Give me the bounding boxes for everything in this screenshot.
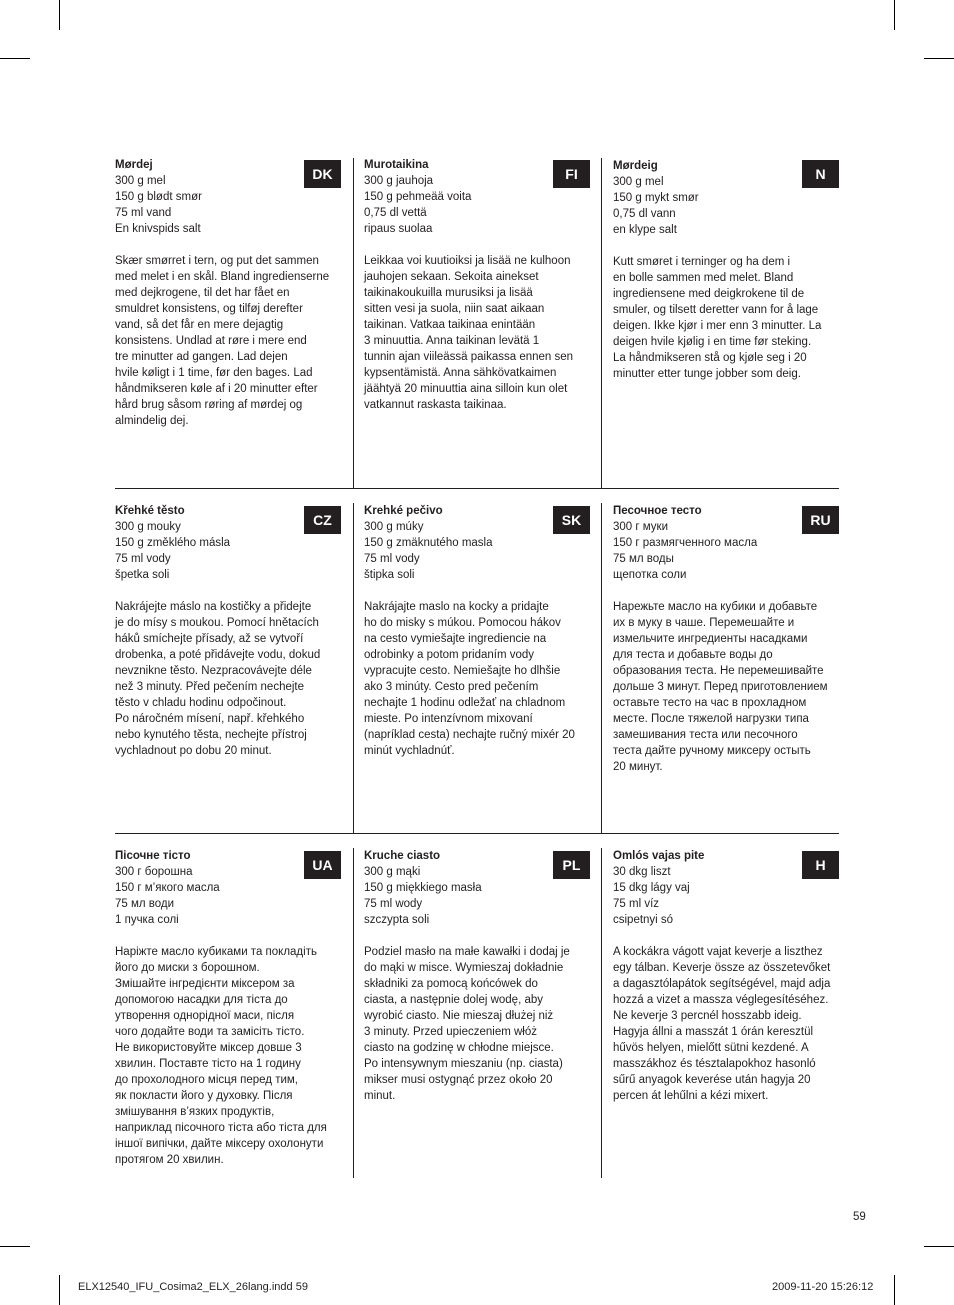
text-line: jauhojen sekaan. Sekoita ainekset	[364, 271, 539, 283]
ingredient: 150 g blødt smør	[115, 191, 202, 203]
text-line: těsto v chladu hodinu odpočinout.	[115, 697, 287, 709]
recipe-title: Murotaikina	[364, 159, 429, 171]
text-line: kypsentämistä. Anna sähkövatkaimen	[364, 367, 557, 379]
recipe-instructions	[364, 599, 590, 759]
footer-datetime: 2009-11-20 15:26:12	[772, 1281, 874, 1293]
text-line: хвилин. Поставте тісто на 1 годину	[115, 1058, 301, 1070]
text-line: ho do misky s múkou. Pomocou hákov	[364, 617, 561, 629]
text-line: Nakrájejte máslo na kostičky a přidejte	[115, 601, 312, 613]
crop-mark	[924, 58, 954, 59]
ingredient: 75 мл воды	[613, 553, 674, 565]
text-line: його до миски з борошном.	[115, 962, 260, 974]
crop-mark	[924, 1246, 954, 1247]
ingredient: 75 ml wody	[364, 898, 423, 910]
text-line: med dejkrogene, til det har fået en	[115, 287, 290, 299]
text-line: замешивания теста или песочного	[613, 729, 798, 741]
text-line: minut.	[364, 1090, 396, 1102]
ingredient: csipetnyi só	[613, 914, 674, 926]
ingredient: 30 dkg liszt	[613, 866, 671, 878]
text-line: nevznikne těsto. Nezpracovávejte déle	[115, 665, 312, 677]
recipe-instructions	[115, 944, 341, 1168]
text-line: sűrű anyagok keverése után hagyja 20	[613, 1074, 811, 1086]
language-badge-ua: UA	[304, 851, 341, 879]
crop-mark	[59, 1275, 60, 1305]
ingredient: 150 g změklého másla	[115, 537, 231, 549]
text-line: deigen hvile kjølig i en time før steking.	[613, 336, 812, 348]
text-line: ciasta, a następnie dolej wodę, aby	[364, 994, 544, 1006]
crop-mark	[894, 0, 895, 30]
ingredient: 300 г борошна	[115, 866, 193, 878]
crop-mark	[894, 1275, 895, 1305]
text-line: minutter etter tunge jobber som deig.	[613, 368, 801, 380]
recipe-title: Omlós vajas pite	[613, 850, 705, 862]
recipe-title: Песочное тесто	[613, 505, 702, 517]
ingredient: 75 мл води	[115, 898, 175, 910]
text-line: vychladnout po dobu 20 minut.	[115, 745, 272, 757]
text-line: Ne keverje 3 percnél hosszabb ideig.	[613, 1010, 802, 1022]
recipe-instructions	[613, 254, 839, 382]
ingredient: 150 г м’якого масла	[115, 882, 220, 894]
ingredient: 150 g pehmeää voita	[364, 191, 472, 203]
text-line: Skær smørret i tern, og put det sammen	[115, 255, 319, 267]
language-badge-fi: FI	[553, 160, 590, 188]
ingredient: en klype salt	[613, 224, 677, 236]
text-line: vand, så det får en mere dejagtig	[115, 319, 284, 331]
column-divider	[353, 503, 354, 833]
column-divider	[601, 503, 602, 833]
text-line: Нарежьте масло на кубики и добавьте	[613, 601, 818, 613]
text-line: 20 минут.	[613, 761, 663, 773]
text-line: La håndmikseren stå og kjøle seg i 20	[613, 352, 807, 364]
ingredient: щепотка соли	[613, 569, 687, 581]
ingredient: 300 g múky	[364, 521, 424, 533]
recipe-title: Křehké těsto	[115, 505, 185, 517]
text-line: до прохолодного місця перед тим,	[115, 1074, 299, 1086]
text-line: утворення однорідної маси, після	[115, 1010, 295, 1022]
language-badge-n: N	[802, 160, 839, 188]
ingredient: 300 g jauhoja	[364, 175, 434, 187]
text-line: vypracujte cesto. Nemiešajte ho dlhšie	[364, 665, 561, 677]
recipe-instructions	[364, 253, 590, 413]
text-line: do mąki w misce. Wymieszaj dokładnie	[364, 962, 564, 974]
recipe-title: Mørdeig	[613, 160, 658, 172]
text-line: Leikkaa voi kuutioiksi ja lisää ne kulhoon	[364, 255, 571, 267]
language-badge-sk: SK	[553, 506, 590, 534]
recipe-section-n	[613, 158, 839, 382]
text-line: Не використовуйте міксер довше 3	[115, 1042, 302, 1054]
text-line: Po náročném mísení, např. křehkého	[115, 713, 305, 725]
ingredient: 300 г муки	[613, 521, 669, 533]
text-line: než 3 minuty. Před pečením nechejte	[115, 681, 305, 693]
text-line: masszákhoz és tésztalapokhoz hasonló	[613, 1058, 816, 1070]
recipe-section-ru	[613, 503, 839, 775]
recipe-instructions	[115, 599, 341, 759]
text-line: A kockákra vágott vajat keverje a liszthez	[613, 946, 823, 958]
ingredient: 75 ml víz	[613, 898, 660, 910]
text-line: ako 3 minúty. Cesto pred pečením	[364, 681, 539, 693]
ingredient: 300 g mel	[613, 176, 664, 188]
text-line: håndmikseren køle af i 20 minutter efter	[115, 383, 318, 395]
recipe-title: Пісочне тісто	[115, 850, 191, 862]
text-line: hűvös helyen, mielőtt sütni kezdené. A	[613, 1042, 809, 1054]
text-line: Nakrájajte maslo na kocky a pridajte	[364, 601, 549, 613]
text-line: smuler, og tilsett deretter vann for å lage	[613, 304, 819, 316]
text-line: składniki za pomocą końcówek do	[364, 978, 538, 990]
text-line: образования теста. Не перемешивайте	[613, 665, 824, 677]
text-line: измельчите ингредиенты насадками	[613, 633, 808, 645]
text-line: a dagasztólapátok segítségével, majd adja	[613, 978, 831, 990]
recipe-section-dk	[115, 157, 341, 429]
text-line: наприклад пісочного тіста або тіста для	[115, 1122, 327, 1134]
language-badge-h: H	[802, 851, 839, 879]
text-line: (napríklad cesta) nechajte ručný mixér 20	[364, 729, 575, 741]
ingredient: 75 ml vody	[115, 553, 171, 565]
ingredient: 0,75 dl vettä	[364, 207, 427, 219]
recipe-section-h	[613, 848, 839, 1104]
recipe-section-pl	[364, 848, 590, 1104]
recipe-instructions	[364, 944, 590, 1104]
text-line: tunnin ajan viileässä paikassa ennen sen	[364, 351, 574, 363]
language-badge-ru: RU	[802, 506, 839, 534]
ingredient: 150 g zmäknutého masla	[364, 537, 493, 549]
text-line: háků smíchejte přísady, až se vytvoří	[115, 633, 304, 645]
text-line: sitten vesi ja suola, niin saat aikaan	[364, 303, 545, 315]
text-line: допомогою насадки для тіста до	[115, 994, 288, 1006]
text-line: wyrobić ciasto. Nie mieszaj dłużej niż	[364, 1010, 554, 1022]
text-line: odrobinky a potom pridaním vody	[364, 649, 535, 661]
ingredient: 1 пучка солі	[115, 914, 179, 926]
language-badge-cz: CZ	[304, 506, 341, 534]
text-line: дольше 3 минут. Перед приготовлением	[613, 681, 828, 693]
recipe-instructions	[613, 599, 839, 775]
recipe-instructions	[613, 944, 839, 1104]
text-line: egy tálban. Keverje össze az összetevőket	[613, 962, 831, 974]
text-line: іншої випічки, дайте міксеру охолонути	[115, 1138, 324, 1150]
ingredient: ripaus suolaa	[364, 223, 433, 235]
text-line: 3 minuuttia. Anna taikinan levätä 1	[364, 335, 540, 347]
ingredient: En knivspids salt	[115, 223, 201, 235]
recipe-instructions	[115, 253, 341, 429]
text-line: konsistens. Undlad at røre i mere end	[115, 335, 307, 347]
ingredient: špetka soli	[115, 569, 170, 581]
row-divider	[115, 833, 839, 834]
ingredient: štipka soli	[364, 569, 415, 581]
ingredient: 75 ml vand	[115, 207, 172, 219]
text-line: hård brug såsom røring af mørdej og	[115, 399, 303, 411]
text-line: месте. После тяжелой нагрузки типа	[613, 713, 809, 725]
text-line: smuldret konsistens, og tilføj derefter	[115, 303, 303, 315]
text-line: их в муку в чаше. Перемешайте и	[613, 617, 795, 629]
text-line: протягом 20 хвилин.	[115, 1154, 224, 1166]
text-line: minút vychladnúť.	[364, 745, 455, 757]
text-line: drobenka, a poté přidávejte vodu, dokud	[115, 649, 321, 661]
text-line: Podziel masło na małe kawałki i dodaj je	[364, 946, 570, 958]
recipe-title: Krehké pečivo	[364, 505, 443, 517]
text-line: hvile køligt i 1 time, før den bages. Lad	[115, 367, 313, 379]
text-line: taikinakoukuilla murusiksi ja lisää	[364, 287, 533, 299]
text-line: nechajte 1 hodinu odležať na chladnom	[364, 697, 566, 709]
language-badge-pl: PL	[553, 851, 590, 879]
page-number: 59	[853, 1211, 866, 1223]
ingredient: 75 ml vody	[364, 553, 420, 565]
recipe-section-cz	[115, 503, 341, 759]
recipe-section-fi	[364, 157, 590, 413]
ingredient: 150 g mykt smør	[613, 192, 699, 204]
text-line: hozzá a vizet a massza véglegesítéséhez.	[613, 994, 829, 1006]
text-line: mieste. Po intenzívnom mixovaní	[364, 713, 533, 725]
text-line: med melet i en skål. Bland ingredienserne	[115, 271, 330, 283]
crop-mark	[59, 0, 60, 30]
ingredient: 15 dkg lágy vaj	[613, 882, 690, 894]
text-line: ciasto na godzinę w chłodne miejsce.	[364, 1042, 554, 1054]
text-line: vatkannut raskasta taikinaa.	[364, 399, 507, 411]
recipe-title: Kruche ciasto	[364, 850, 441, 862]
text-line: 3 minuty. Przed upieczeniem włóż	[364, 1026, 537, 1038]
footer-filename: ELX12540_IFU_Cosima2_ELX_26lang.indd 59	[78, 1281, 308, 1293]
text-line: чого додайте води та замісіть тісто.	[115, 1026, 305, 1038]
text-line: percen át lehűlni a kézi mixert.	[613, 1090, 769, 1102]
crop-mark	[0, 58, 30, 59]
text-line: mikser musi ostygnąć przez około 20	[364, 1074, 553, 1086]
text-line: almindelig dej.	[115, 415, 189, 427]
text-line: Kutt smøret i terninger og ha dem i	[613, 256, 791, 268]
text-line: je do mísy s moukou. Pomocí hnětacích	[115, 617, 319, 629]
ingredient: 300 g mouky	[115, 521, 181, 533]
text-line: ingrediensene med deigkrokene til de	[613, 288, 805, 300]
ingredient: 150 г размягченного масла	[613, 537, 758, 549]
ingredient: szczypta soli	[364, 914, 430, 926]
ingredient: 150 g miękkiego masła	[364, 882, 482, 894]
text-line: tre minutter ad gangen. Lad dejen	[115, 351, 288, 363]
ingredient: 300 g mel	[115, 175, 166, 187]
ingredient: 0,75 dl vann	[613, 208, 676, 220]
text-line: deigen. Ikke kjør i mer enn 3 minutter. La	[613, 320, 822, 332]
ingredient: 300 g mąki	[364, 866, 421, 878]
text-line: для теста и добавьте воды до	[613, 649, 773, 661]
text-line: як покласти його у духовку. Після	[115, 1090, 293, 1102]
language-badge-dk: DK	[304, 160, 341, 188]
text-line: Po intensywnym mieszaniu (np. ciasta)	[364, 1058, 563, 1070]
text-line: Наріжте масло кубиками та покладіть	[115, 946, 317, 958]
text-line: nebo kynutého těsta, nechejte přístroj	[115, 729, 307, 741]
text-line: змішування в’язких продуктів,	[115, 1106, 275, 1118]
recipe-section-sk	[364, 503, 590, 759]
column-divider	[353, 848, 354, 1178]
column-divider	[601, 158, 602, 488]
text-line: теста дайте ручному миксеру остыть	[613, 745, 811, 757]
text-line: Hagyja állni a masszát 1 órán keresztül	[613, 1026, 814, 1038]
recipe-title: Mørdej	[115, 159, 153, 171]
recipe-section-ua	[115, 848, 341, 1168]
text-line: en bolle sammen med melet. Bland	[613, 272, 794, 284]
text-line: na cesto vymiešajte ingrediencie na	[364, 633, 547, 645]
crop-mark	[0, 1246, 30, 1247]
text-line: Змішайте інгредієнти міксером за	[115, 978, 295, 990]
text-line: оставьте тесто на час в прохладном	[613, 697, 807, 709]
column-divider	[353, 158, 354, 488]
text-line: jäähtyä 20 minuuttia aina silloin kun olet	[364, 383, 568, 395]
text-line: taikinan. Vatkaa taikinaa enintään	[364, 319, 536, 331]
column-divider	[601, 848, 602, 1178]
row-divider	[115, 488, 839, 489]
